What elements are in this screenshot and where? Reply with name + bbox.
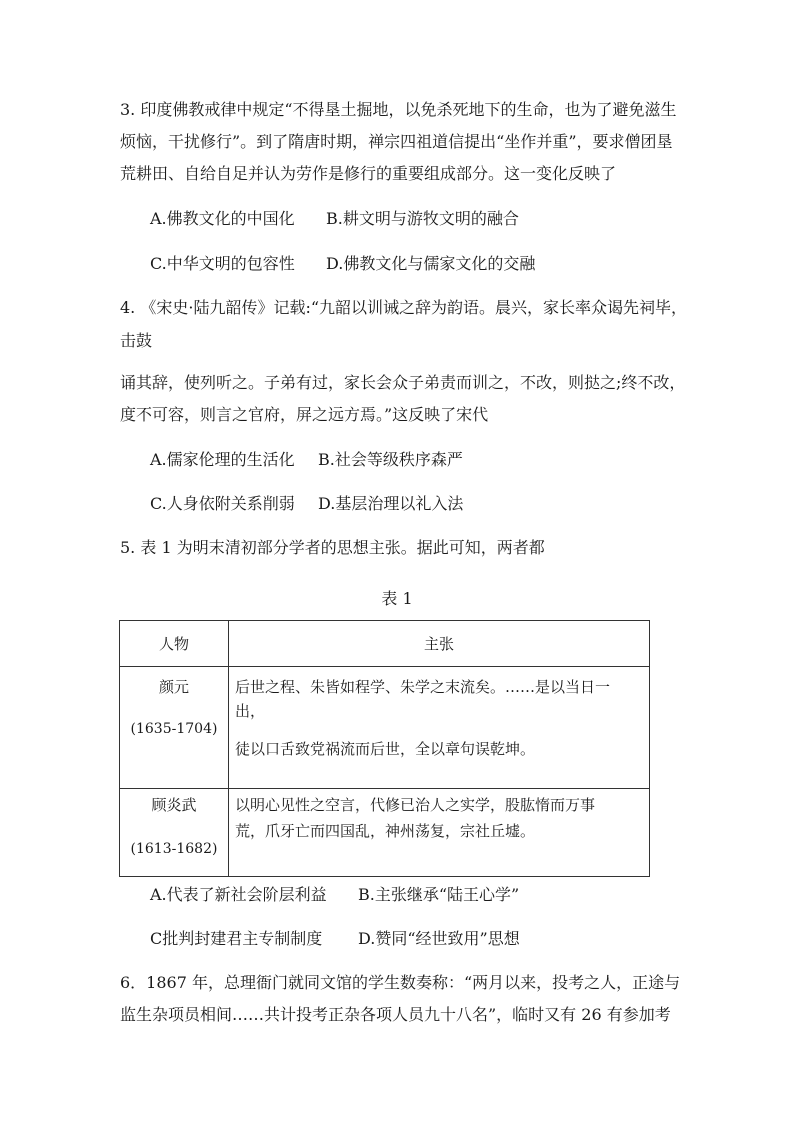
- q6-line-2: 监生杂项员相间……共计投考正杂各项人员九十八名”，临时又有 26 有参加考: [120, 1005, 671, 1024]
- q3-line-1: 3. 印度佛教戒律中规定“不得垦土掘地，以免杀死地下的生命，也为了避免滋生: [120, 100, 677, 119]
- claim-cell: [229, 667, 650, 789]
- q3-line-3: 荒耕田、自给自足并认为劳作是修行的重要组成部分。这一变化反映了: [120, 164, 617, 183]
- claim-cell: [229, 789, 650, 877]
- q3-line-2: 烦恼，干扰修行”。到了隋唐时期，禅宗四祖道信提出“坐作并重”，要求僧团垦: [120, 132, 673, 151]
- claim-line: 以明心见性之空言，代修已治人之实学，股肱惰而万事: [235, 796, 596, 814]
- q5-option-d: D.赞同“经世致用”思想: [358, 929, 520, 948]
- person-cell: [120, 667, 229, 789]
- q4-option-c: C.人身依附关系削弱: [150, 494, 295, 513]
- q4-line-4: 度不可容，则言之官府，屏之远方焉。”这反映了宋代: [120, 405, 489, 424]
- table-header-claim: 主张: [229, 621, 650, 667]
- q4-line-3: 诵其辞，使列听之。子弟有过，家长会众子弟责而训之，不改，则挞之;终不改，: [120, 373, 686, 392]
- person-cell: [120, 789, 229, 877]
- table-row: [120, 667, 650, 789]
- q5-option-a: A.代表了新社会阶层利益: [150, 885, 327, 904]
- q4-option-a: A.儒家伦理的生活化: [150, 450, 295, 469]
- person-name: 颜元: [158, 678, 189, 696]
- q5-line-1: 5. 表 1 为明末清初部分学者的思想主张。据此可知，两者都: [120, 538, 545, 557]
- person-years: (1613-1682): [130, 841, 218, 857]
- q3-option-a: A.佛教文化的中国化: [150, 209, 295, 228]
- table-title: 表 1: [381, 589, 413, 608]
- person-years: (1635-1704): [130, 721, 218, 737]
- q3-option-d: D.佛教文化与儒家文化的交融: [326, 254, 536, 273]
- claim-line: 后世之程、朱皆如程学、朱学之末流矣。……是以当日一: [235, 678, 611, 696]
- claim-line: 徒以口舌致党祸流而后世，全以章句误乾坤。: [235, 740, 536, 758]
- claim-line: 出，: [235, 702, 266, 720]
- q5-option-c: C批判封建君主专制制度: [150, 929, 323, 948]
- q6-line-1: 6．1867 年，总理衙门就同文馆的学生数奏称：“两月以来，投考之人，正途与: [120, 973, 681, 992]
- q3-option-b: B.耕文明与游牧文明的融合: [326, 209, 519, 228]
- q4-option-d: D.基层治理以礼入法: [318, 494, 464, 513]
- thought-table: [119, 620, 650, 877]
- person-name: 顾炎武: [151, 796, 197, 814]
- q3-option-c: C.中华文明的包容性: [150, 254, 295, 273]
- table-row: [120, 789, 650, 877]
- table-header-person: 人物: [120, 621, 229, 667]
- q5-option-b: B.主张继承“陆王心学”: [358, 885, 520, 904]
- q4-line-2: 击鼓: [120, 331, 153, 350]
- claim-line: 荒，爪牙亡而四国乱，神州荡复，宗社丘墟。: [235, 822, 536, 840]
- q4-line-1: 4. 《宋史·陆九韶传》记载:“九韶以训诫之辞为韵语。晨兴，家长率众谒先祠毕，: [120, 298, 688, 317]
- q4-option-b: B.社会等级秩序森严: [318, 450, 463, 469]
